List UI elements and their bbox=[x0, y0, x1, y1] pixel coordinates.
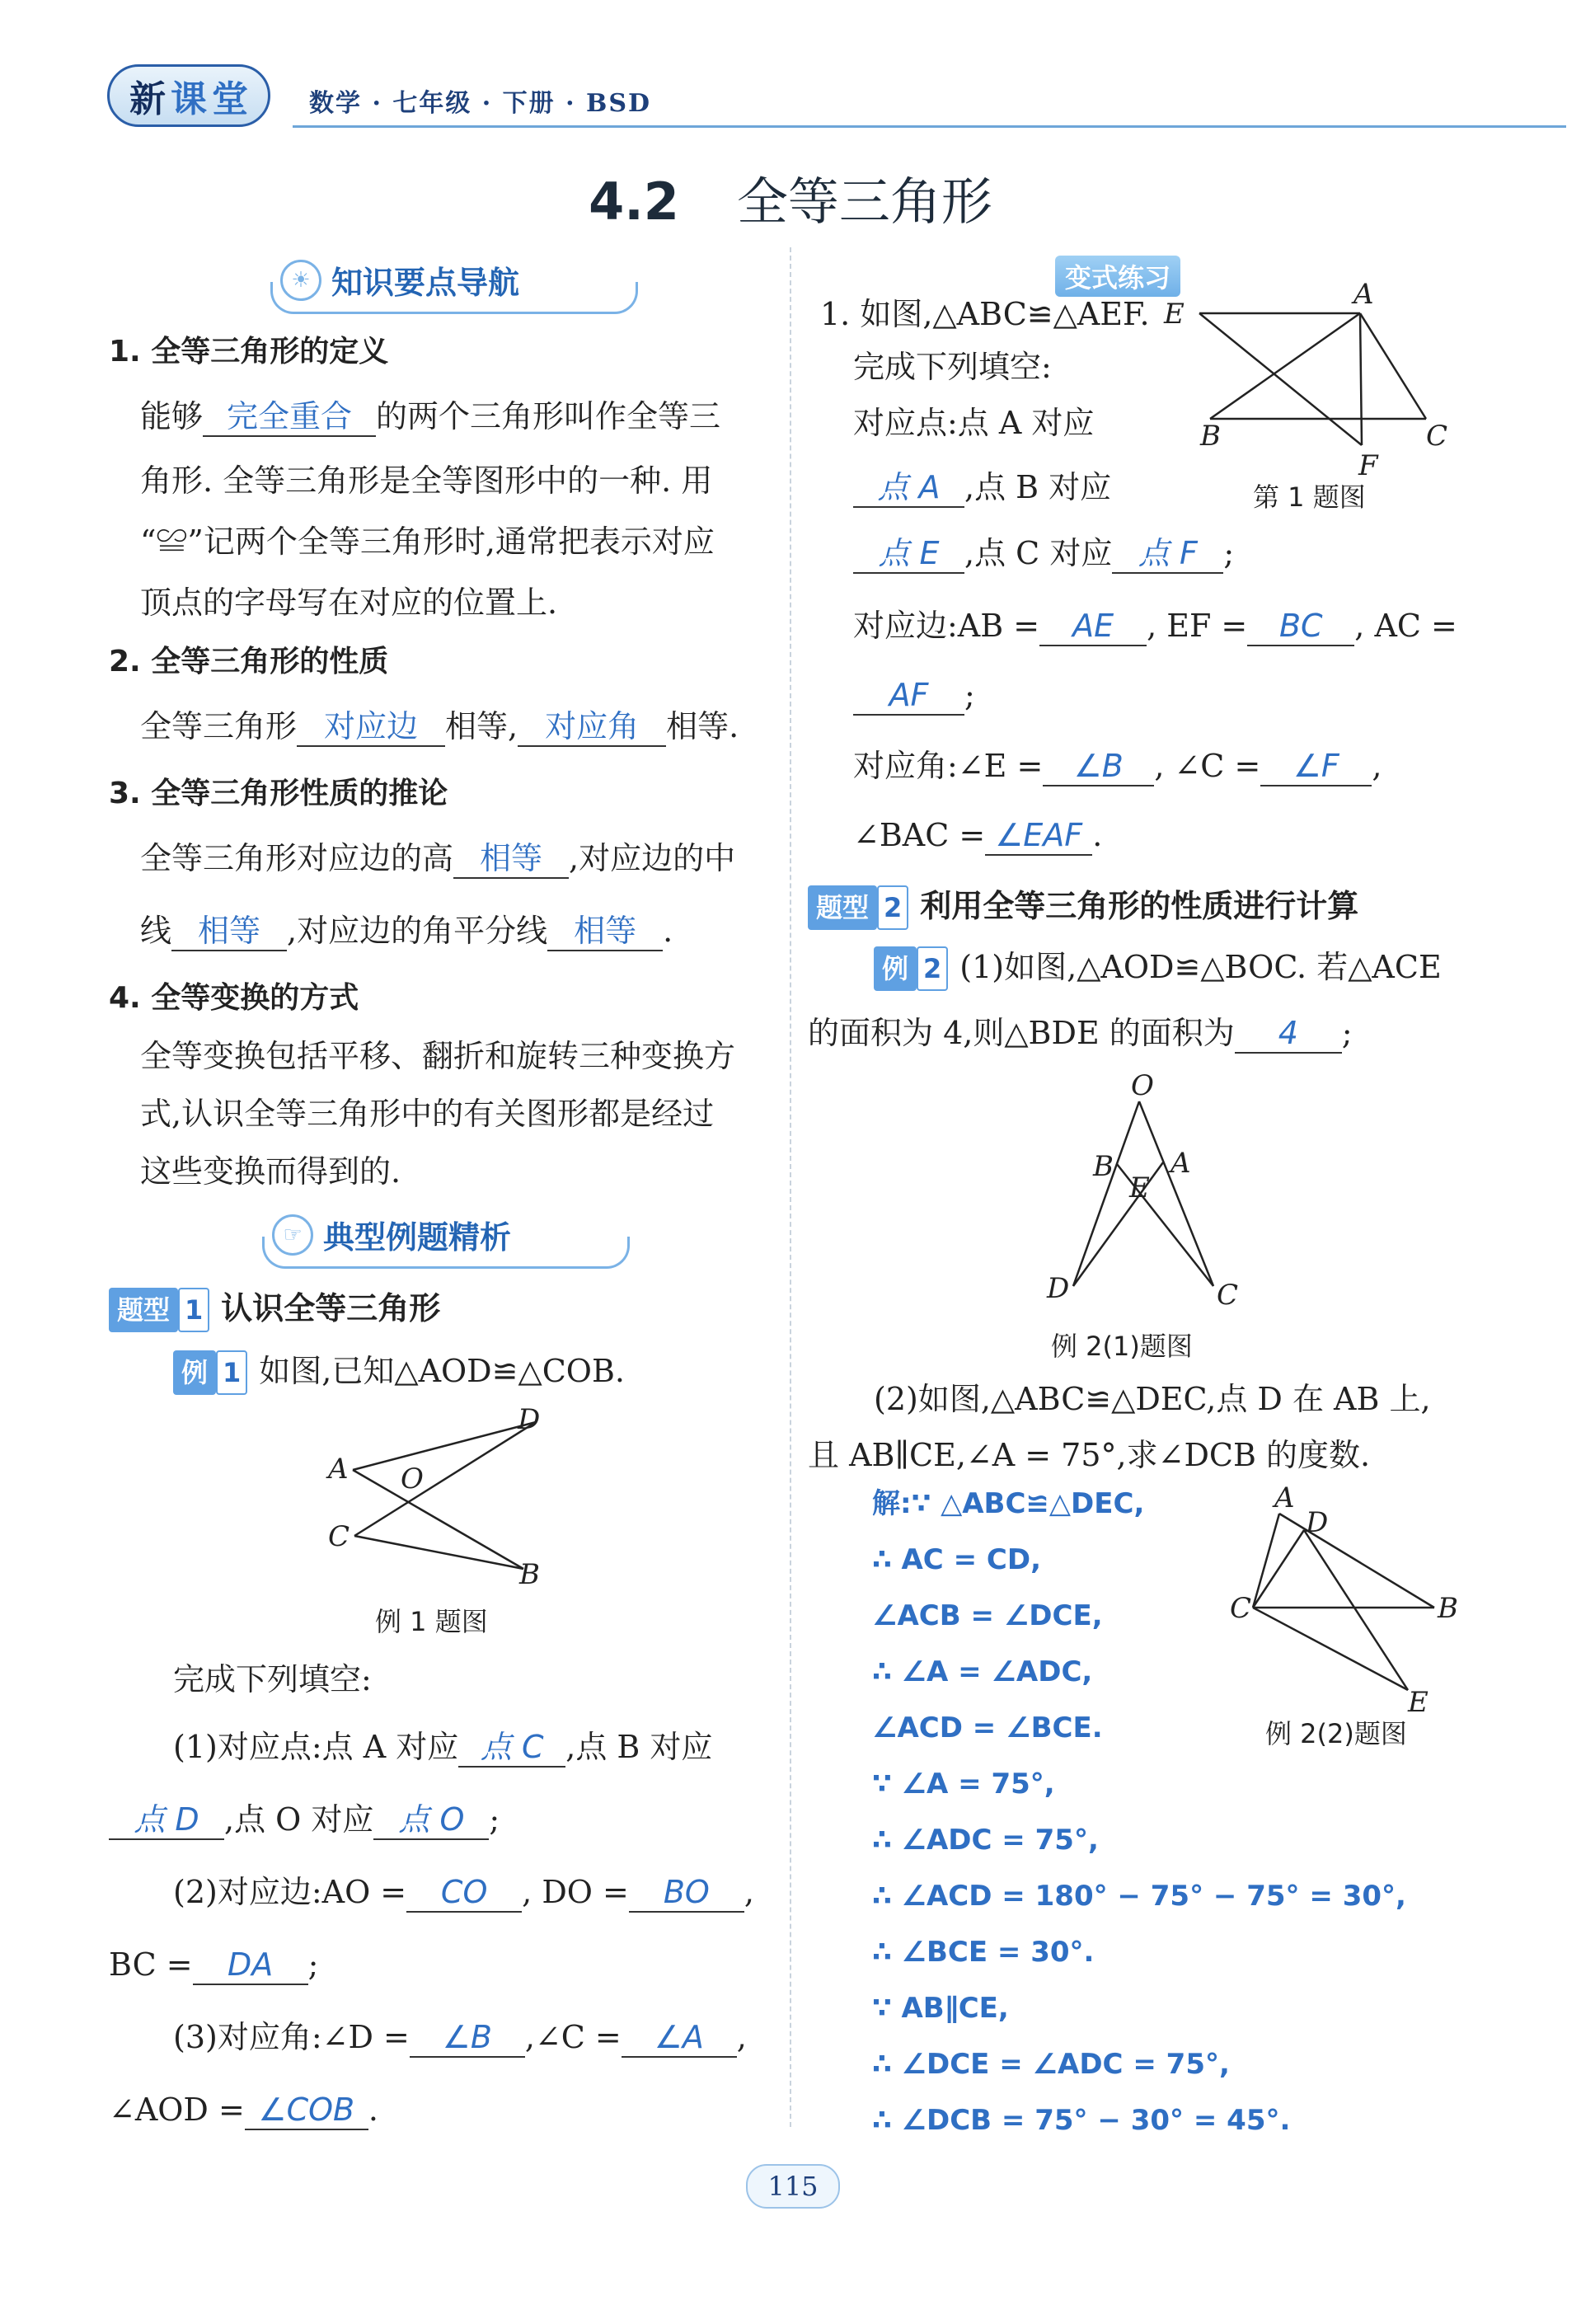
answer-blank: BC bbox=[1247, 607, 1354, 646]
paragraph: “≌”记两个全等三角形时,通常把表示对应 bbox=[140, 523, 715, 560]
paragraph: 且 AB∥CE,∠A = 75°,求∠DCB 的度数. bbox=[808, 1437, 1371, 1473]
answer-blank: ∠F bbox=[1260, 747, 1372, 786]
subheading-properties: 2. 全等三角形的性质 bbox=[109, 645, 389, 678]
subheading-definition: 1. 全等三角形的定义 bbox=[109, 335, 389, 369]
answer-blank: 对应边 bbox=[297, 707, 445, 747]
point-label: C bbox=[1217, 1279, 1239, 1312]
paragraph: 这些变换而得到的. bbox=[140, 1153, 401, 1190]
logo-char: 课 bbox=[171, 78, 207, 120]
point-label: C bbox=[1426, 420, 1448, 453]
page-number: 115 bbox=[746, 2164, 840, 2209]
answer-blank: AF bbox=[853, 676, 964, 716]
solution-line: ∴ ∠DCB = 75° − 30° = 45°. bbox=[872, 2104, 1291, 2137]
solution-line: ∵ AB∥CE, bbox=[872, 1992, 1009, 2025]
answer-blank: CO bbox=[406, 1873, 522, 1913]
figure-caption: 第 1 题图 bbox=[1253, 481, 1366, 513]
text: ; bbox=[1341, 1015, 1353, 1051]
text: . bbox=[1092, 817, 1103, 853]
example-number: 2 bbox=[917, 946, 948, 991]
paragraph bbox=[140, 910, 673, 951]
point-label: D bbox=[1047, 1272, 1070, 1305]
chapter-title bbox=[0, 161, 1581, 234]
type-tag: 题型 bbox=[808, 885, 877, 930]
answer-blank: 点 F bbox=[1112, 534, 1223, 574]
paragraph bbox=[853, 745, 1382, 786]
paragraph: 角形. 全等三角形是全等图形中的一种. 用 bbox=[140, 462, 713, 499]
paragraph: 完成下列填空: bbox=[853, 349, 1052, 385]
point-label: A bbox=[1274, 1484, 1295, 1514]
text: 如图,已知△AOD≌△COB. bbox=[259, 1353, 625, 1389]
text: , AC = bbox=[1354, 608, 1457, 644]
type-label: 利用全等三角形的性质进行计算 bbox=[920, 888, 1359, 924]
answer-blank: AE bbox=[1039, 607, 1147, 646]
text: , ∠C = bbox=[1154, 748, 1261, 784]
banner-label: 知识要点导航 bbox=[331, 265, 520, 301]
figure-caption: 例 2(2)题图 bbox=[1265, 1718, 1407, 1749]
answer-blank: 点 E bbox=[853, 534, 964, 574]
text: ,点 B 对应 bbox=[964, 469, 1112, 505]
type-number: 2 bbox=[877, 885, 908, 930]
type-tag: 题型 bbox=[109, 1288, 178, 1332]
solution-line: ∴ ∠A = ∠ADC, bbox=[872, 1655, 1093, 1688]
answer-blank: 相等 bbox=[171, 912, 287, 951]
paragraph bbox=[853, 605, 1457, 646]
point-label: F bbox=[1358, 449, 1378, 482]
text: 相等. bbox=[666, 708, 739, 744]
text: ; bbox=[1223, 535, 1235, 571]
point-label: O bbox=[401, 1462, 424, 1495]
point-label: A bbox=[328, 1453, 349, 1486]
text: (2)对应边:AO = bbox=[173, 1874, 407, 1910]
text: , bbox=[736, 2019, 747, 2055]
text: 的两个三角形叫作全等三 bbox=[376, 398, 721, 434]
paragraph: (2)如图,△ABC≌△DEC,点 D 在 AB 上, bbox=[874, 1381, 1431, 1417]
point-label: B bbox=[1200, 420, 1221, 453]
example-2-stem bbox=[874, 946, 1442, 991]
text: , DO = bbox=[522, 1874, 629, 1910]
answer-blank: 对应角 bbox=[518, 707, 666, 747]
text: ,点 B 对应 bbox=[565, 1729, 713, 1765]
pointer-icon: ☞ bbox=[272, 1214, 313, 1256]
text: BC = bbox=[109, 1946, 193, 1983]
point-label: A bbox=[1171, 1147, 1191, 1180]
point-label: E bbox=[1164, 298, 1185, 331]
point-label: B bbox=[1093, 1150, 1114, 1183]
solution-line: ∴ AC = CD, bbox=[872, 1543, 1042, 1576]
text: ,∠C = bbox=[524, 2019, 622, 2055]
example-tag: 例 bbox=[173, 1350, 216, 1395]
banner-decoration bbox=[270, 282, 638, 314]
paragraph: 对应点:点 A 对应 bbox=[853, 405, 1095, 441]
answer-blank: ∠B bbox=[410, 2018, 525, 2058]
paragraph bbox=[853, 533, 1234, 574]
point-label: E bbox=[1129, 1171, 1150, 1204]
text: 线 bbox=[140, 913, 172, 949]
section-number: 4.2 bbox=[589, 171, 679, 232]
paragraph bbox=[173, 1871, 754, 1913]
answer-blank: 点 A bbox=[853, 468, 964, 508]
point-label: E bbox=[1408, 1686, 1429, 1715]
answer-blank: 点 C bbox=[458, 1728, 565, 1768]
paragraph bbox=[808, 1012, 1353, 1054]
banner-examples bbox=[272, 1212, 511, 1257]
figure-example-2-1 bbox=[1022, 1072, 1269, 1319]
solution-line: ∴ ∠DCE = ∠ADC = 75°, bbox=[872, 2048, 1230, 2081]
type-number: 1 bbox=[178, 1288, 209, 1332]
paragraph bbox=[853, 467, 1111, 508]
text: 的面积为 4,则△BDE 的面积为 bbox=[808, 1015, 1235, 1051]
solution-line: ∴ ∠ADC = 75°, bbox=[872, 1824, 1099, 1857]
solution-line: ∴ ∠ACD = 180° − 75° − 75° = 30°, bbox=[872, 1880, 1406, 1913]
answer-blank: DA bbox=[193, 1946, 308, 1985]
point-label: O bbox=[1131, 1072, 1154, 1102]
answer-blank: ∠COB bbox=[245, 2091, 368, 2130]
solution-line: ∵ ∠A = 75°, bbox=[872, 1768, 1055, 1801]
text: ∠BAC = bbox=[853, 817, 986, 853]
logo-char: 堂 bbox=[212, 78, 248, 120]
text: , bbox=[744, 1874, 754, 1910]
text: 相等, bbox=[445, 708, 518, 744]
text: , EF = bbox=[1147, 608, 1248, 644]
column-divider bbox=[790, 247, 791, 2127]
text: . bbox=[663, 913, 673, 949]
type-heading-1 bbox=[109, 1288, 440, 1332]
q1-stem: 1. 如图,△ABC≌△AEF. bbox=[820, 296, 1150, 332]
point-label: C bbox=[1230, 1592, 1252, 1625]
text: ∠AOD = bbox=[109, 2092, 245, 2128]
banner-label: 典型例题精析 bbox=[323, 1219, 512, 1256]
solution-block bbox=[872, 1476, 1406, 2148]
text: ; bbox=[489, 1801, 500, 1838]
answer-blank: 相等 bbox=[547, 912, 663, 951]
paragraph bbox=[109, 2089, 378, 2130]
text: ,点 C 对应 bbox=[964, 535, 1113, 571]
figure-question-1 bbox=[1154, 280, 1467, 486]
text: ; bbox=[307, 1946, 319, 1983]
point-label: B bbox=[1438, 1592, 1458, 1625]
example-number: 1 bbox=[216, 1350, 247, 1395]
type-heading-2 bbox=[808, 885, 1358, 930]
brand-logo bbox=[107, 64, 270, 127]
paragraph: 顶点的字母写在对应的位置上. bbox=[140, 585, 558, 621]
answer-blank: BO bbox=[629, 1873, 744, 1913]
point-label: C bbox=[328, 1520, 350, 1553]
answer-blank: ∠A bbox=[622, 2018, 737, 2058]
banner-decoration bbox=[262, 1237, 630, 1269]
banner-knowledge bbox=[280, 257, 519, 303]
lightbulb-icon: ☀ bbox=[280, 260, 321, 301]
point-label: D bbox=[518, 1403, 541, 1436]
answer-blank: 完全重合 bbox=[203, 397, 376, 437]
text: ,点 O 对应 bbox=[224, 1801, 374, 1838]
figure-caption: 例 1 题图 bbox=[375, 1606, 488, 1637]
solution-line: ∴ ∠BCE = 30°. bbox=[872, 1936, 1095, 1969]
text: ,对应边的角平分线 bbox=[287, 913, 548, 949]
answer-blank: 相等 bbox=[453, 839, 569, 879]
paragraph bbox=[109, 1799, 500, 1840]
paragraph bbox=[173, 2016, 747, 2058]
answer-blank: 点 D bbox=[109, 1801, 224, 1840]
paragraph: 全等变换包括平移、翻折和旋转三种变换方 bbox=[140, 1038, 736, 1074]
point-label: B bbox=[519, 1558, 540, 1591]
paragraph bbox=[109, 1944, 318, 1985]
text: (1)如图,△AOD≌△BOC. 若△ACE bbox=[959, 949, 1442, 985]
solution-line: ∠ACB = ∠DCE, bbox=[872, 1599, 1103, 1632]
paragraph bbox=[140, 396, 720, 437]
figure-caption: 例 2(1)题图 bbox=[1051, 1331, 1193, 1362]
text: ,对应边的中 bbox=[569, 840, 736, 876]
point-label: D bbox=[1306, 1506, 1329, 1539]
header-rule bbox=[293, 125, 1566, 128]
answer-blank: ∠B bbox=[1043, 747, 1154, 786]
series-title: 数学 · 七年级 · 下册 · BSD bbox=[309, 89, 652, 118]
solution-line: ∠ACD = ∠BCE. bbox=[872, 1711, 1103, 1744]
example-tag: 例 bbox=[874, 946, 917, 991]
paragraph bbox=[853, 815, 1102, 856]
subheading-corollary: 3. 全等三角形性质的推论 bbox=[109, 777, 448, 810]
answer-blank: 4 bbox=[1235, 1014, 1342, 1054]
variant-practice-tag: 变式练习 bbox=[1055, 256, 1180, 297]
figure-example-1 bbox=[313, 1397, 577, 1595]
text: ; bbox=[964, 677, 975, 713]
type-label: 认识全等三角形 bbox=[221, 1290, 441, 1326]
paragraph bbox=[140, 706, 739, 747]
subheading-transform: 4. 全等变换的方式 bbox=[109, 981, 359, 1015]
paragraph: 完成下列填空: bbox=[173, 1661, 372, 1697]
text: (3)对应角:∠D = bbox=[173, 2019, 410, 2055]
text: 全等三角形对应边的高 bbox=[140, 840, 454, 876]
section-name: 全等三角形 bbox=[736, 171, 992, 232]
answer-blank: ∠EAF bbox=[985, 816, 1092, 856]
paragraph bbox=[853, 674, 975, 716]
paragraph: 式,认识全等三角形中的有关图形都是经过 bbox=[140, 1096, 715, 1132]
point-label: A bbox=[1353, 280, 1374, 311]
text: 对应角:∠E = bbox=[853, 748, 1044, 784]
text: 能够 bbox=[140, 398, 204, 434]
text: , bbox=[1372, 748, 1382, 784]
answer-blank: 点 O bbox=[373, 1801, 489, 1840]
text: . bbox=[368, 2092, 378, 2128]
paragraph bbox=[173, 1726, 712, 1768]
solution-line: 解:∵ △ABC≌△DEC, bbox=[872, 1487, 1145, 1520]
text: 全等三角形 bbox=[140, 708, 298, 744]
logo-char: 新 bbox=[129, 78, 166, 120]
text: (1)对应点:点 A 对应 bbox=[173, 1729, 459, 1765]
paragraph bbox=[140, 838, 735, 879]
example-1-stem bbox=[173, 1350, 625, 1395]
header bbox=[107, 58, 1467, 132]
text: 对应边:AB = bbox=[853, 608, 1040, 644]
